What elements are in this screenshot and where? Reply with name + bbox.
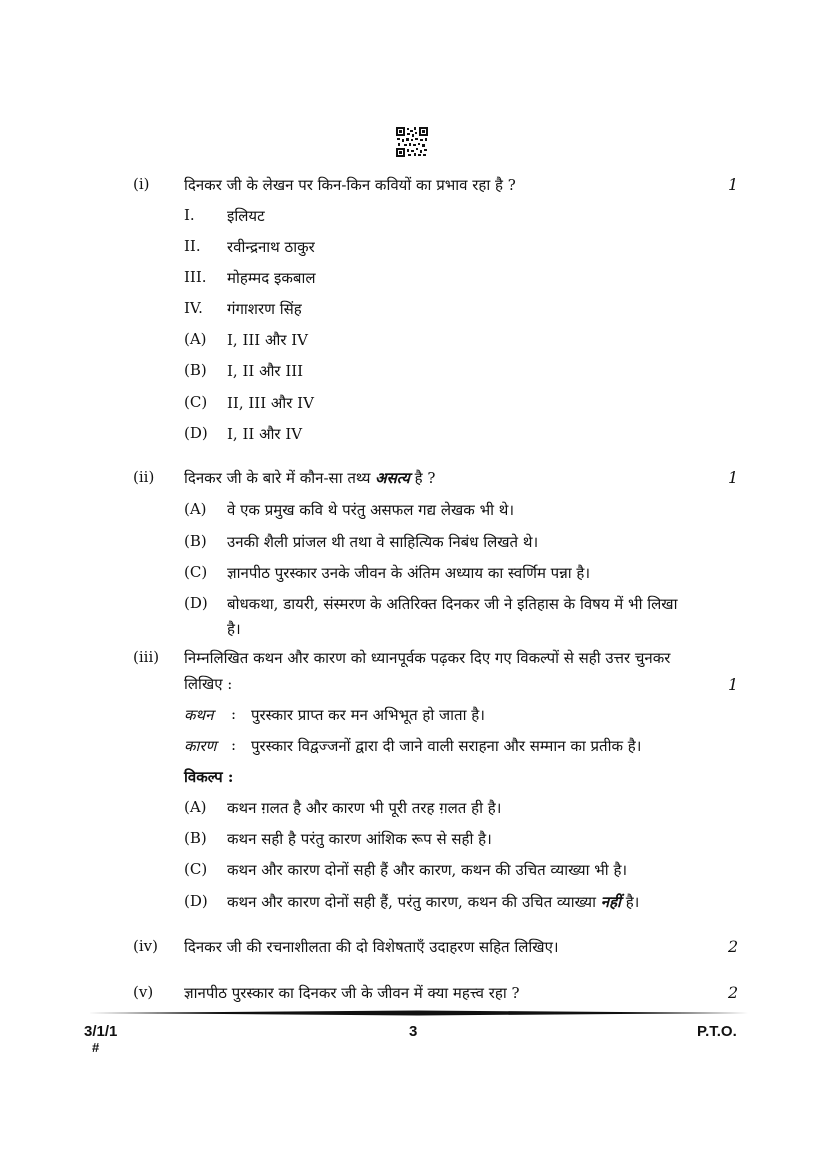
option-text: ज्ञानपीठ पुरस्कार उनके जीवन के अंतिम अध्याय का स्वर्णिम पन्ना है। bbox=[227, 564, 591, 582]
option-label: (B) bbox=[184, 532, 207, 550]
emphasis-word: नहीं bbox=[600, 893, 621, 911]
item-label: I. bbox=[184, 206, 195, 224]
option-text: बोधकथा, डायरी, संस्मरण के अतिरिक्त दिनकर जी ने इतिहास के विषय में भी लिखा bbox=[227, 595, 678, 613]
question-marks: 1 bbox=[728, 175, 739, 194]
footer-divider bbox=[88, 1010, 748, 1016]
item-text: मोहम्मद इकबाल bbox=[227, 269, 316, 287]
hash-mark: # bbox=[92, 1040, 100, 1055]
question-text: दिनकर जी के बारे में कौन-सा तथ्य असत्य है ? bbox=[184, 469, 436, 487]
question-marks: 2 bbox=[728, 937, 739, 956]
statement-label: कथन bbox=[184, 706, 214, 724]
option-label: (C) bbox=[184, 563, 208, 581]
reason-label: कारण bbox=[184, 737, 217, 755]
option-label: (A) bbox=[184, 798, 207, 816]
option-text: कथन सही है परंतु कारण आंशिक रूप से सही है। bbox=[227, 830, 492, 848]
option-label: (A) bbox=[184, 500, 207, 518]
option-text-continuation: है। bbox=[227, 620, 241, 638]
option-label: (D) bbox=[184, 892, 208, 910]
item-label: IV. bbox=[184, 299, 203, 317]
option-text: कथन और कारण दोनों सही हैं और कारण, कथन की उचित व्याख्या भी है। bbox=[227, 861, 628, 879]
item-text: गंगाशरण सिंह bbox=[227, 300, 302, 318]
question-number: (v) bbox=[133, 983, 154, 1001]
question-text: दिनकर जी की रचनाशीलता की दो विशेषताएँ उदाहरण सहित लिखिए। bbox=[184, 938, 559, 956]
option-label: (B) bbox=[184, 361, 207, 379]
item-text: रवीन्द्रनाथ ठाकुर bbox=[227, 238, 315, 256]
option-label: (B) bbox=[184, 829, 207, 847]
qr-code bbox=[396, 127, 428, 157]
option-text: कथन और कारण दोनों सही हैं, परंतु कारण, कथन की उचित व्याख्या नहीं है। bbox=[227, 893, 640, 911]
option-text: कथन ग़लत है और कारण भी पूरी तरह ग़लत ही है। bbox=[227, 799, 502, 817]
question-number: (iii) bbox=[133, 648, 160, 666]
question-number: (ii) bbox=[133, 468, 155, 486]
statement-colon: : bbox=[231, 705, 237, 723]
question-text: ज्ञानपीठ पुरस्कार का दिनकर जी के जीवन में क्या महत्त्व रहा ? bbox=[184, 984, 520, 1002]
question-text-continuation: लिखिए : bbox=[184, 675, 233, 693]
emphasis-word: असत्य bbox=[375, 469, 410, 487]
option-label: (D) bbox=[184, 424, 208, 442]
question-text: निम्नलिखित कथन और कारण को ध्यानपूर्वक पढ़कर दिए गए विकल्पों से सही उत्तर चुनकर bbox=[184, 649, 671, 667]
option-label: (C) bbox=[184, 393, 208, 411]
paper-code: 3/1/1 bbox=[84, 1023, 118, 1040]
question-marks: 1 bbox=[728, 675, 739, 694]
option-text: I, II और III bbox=[227, 362, 304, 380]
option-label: (A) bbox=[184, 330, 207, 348]
question-number: (i) bbox=[133, 175, 150, 193]
pto-label: P.T.O. bbox=[697, 1023, 737, 1040]
option-label: (C) bbox=[184, 860, 208, 878]
question-marks: 1 bbox=[728, 468, 739, 487]
options-heading: विकल्प : bbox=[184, 768, 234, 786]
option-text: उनकी शैली प्रांजल थी तथा वे साहित्यिक निबंध लिखते थे। bbox=[227, 533, 539, 551]
option-text: II, III और IV bbox=[227, 394, 314, 412]
reason-text: पुरस्कार विद्वज्जनों द्वारा दी जाने वाली सराहना और सम्मान का प्रतीक है। bbox=[251, 737, 642, 755]
option-text: I, II और IV bbox=[227, 425, 303, 443]
option-label: (D) bbox=[184, 594, 208, 612]
reason-colon: : bbox=[231, 736, 237, 754]
option-text: वे एक प्रमुख कवि थे परंतु असफल गद्य लेखक भी थे। bbox=[227, 501, 515, 519]
item-text: इलियट bbox=[227, 207, 265, 225]
question-marks: 2 bbox=[728, 983, 739, 1002]
statement-text: पुरस्कार प्राप्त कर मन अभिभूत हो जाता है। bbox=[251, 706, 485, 724]
item-label: II. bbox=[184, 237, 201, 255]
question-text: दिनकर जी के लेखन पर किन-किन कवियों का प्रभाव रहा है ? bbox=[184, 176, 516, 194]
page-number: 3 bbox=[409, 1023, 418, 1040]
option-text: I, III और IV bbox=[227, 331, 309, 349]
item-label: III. bbox=[184, 268, 207, 286]
question-number: (iv) bbox=[133, 937, 158, 955]
